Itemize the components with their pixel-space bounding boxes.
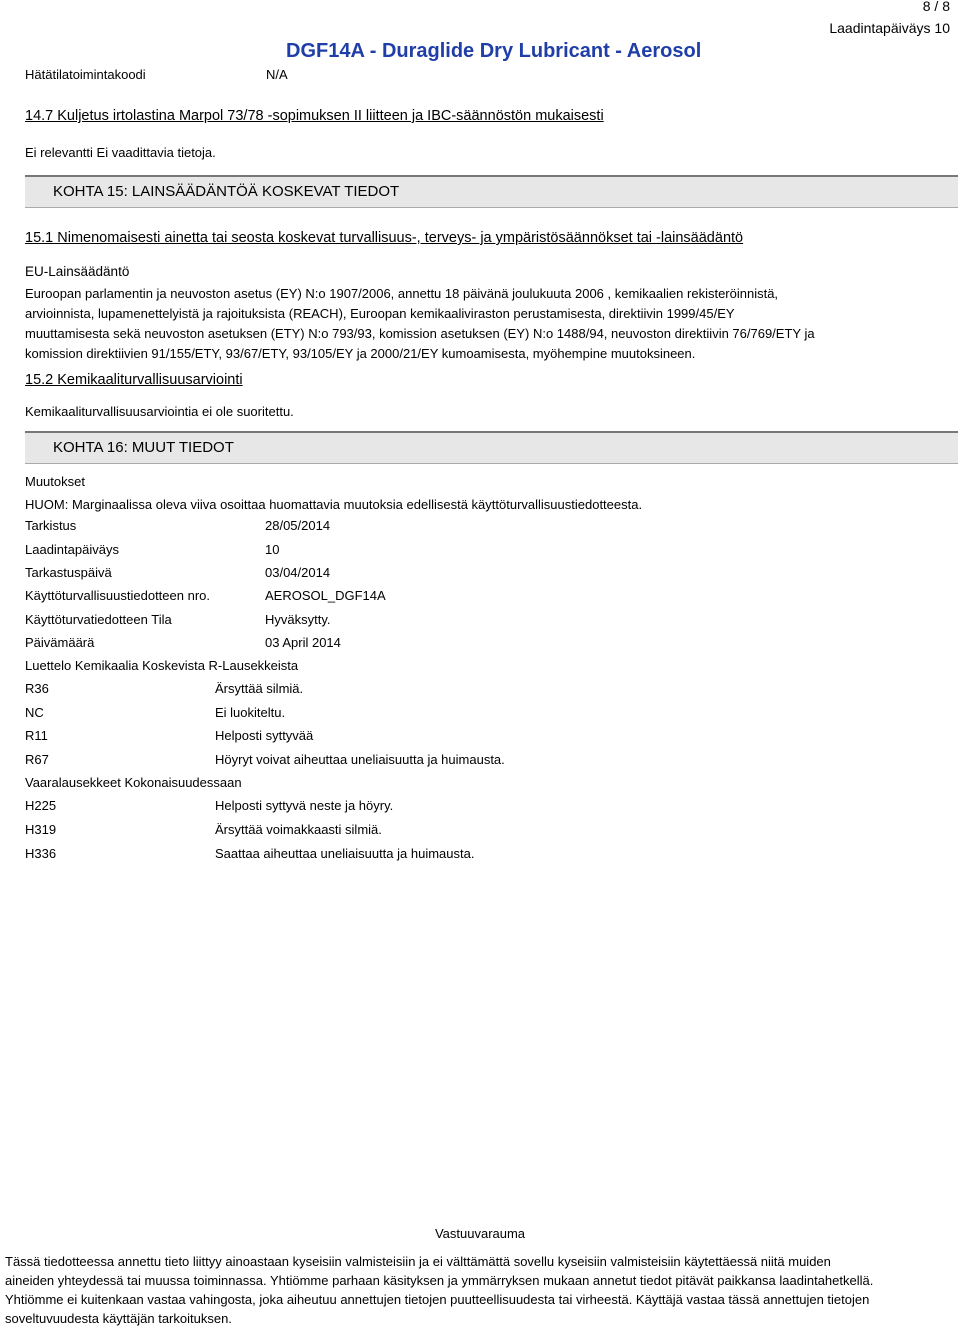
disclaimer-text <box>5 1252 955 1328</box>
eu-legislation-heading: EU-Lainsäädäntö <box>25 264 130 279</box>
r-phrase-code: R11 <box>25 728 48 743</box>
section-16-title: KOHTA 16: MUUT TIEDOT <box>53 439 234 456</box>
disclaimer-line: Tässä tiedotteessa annettu tieto liittyy ainoastaan kyseisiin valmisteisiin ja ei välttämättä sovellu kyseisiin valmisteisiin käytettäessä niitä muiden <box>5 1254 831 1269</box>
h-phrase-text: Saattaa aiheuttaa uneliaisuutta ja huimausta. <box>215 846 475 861</box>
section-15-2-heading: 15.2 Kemikaaliturvallisuusarviointi <box>25 372 243 388</box>
field-value-revision: 28/05/2014 <box>265 518 331 533</box>
field-label-version: Laadintapäiväys <box>25 542 119 557</box>
field-value-sds-status: Hyväksytty. <box>265 612 331 627</box>
h-phrase-text: Ärsyttää voimakkaasti silmiä. <box>215 822 382 837</box>
section-14-7-heading: 14.7 Kuljetus irtolastina Marpol 73/78 -sopimuksen II liitteen ja IBC-säännöstön mukaisesti <box>25 108 604 124</box>
section-15-1-heading: 15.1 Nimenomaisesti ainetta tai seosta koskevat turvallisuus-, terveys- ja ympäristösäännökset tai -lainsäädäntö <box>25 230 744 246</box>
field-label-date: Päivämäärä <box>25 635 95 650</box>
section-14-7-text: Ei relevantti Ei vaadittavia tietoja. <box>25 145 216 160</box>
section-15-title: KOHTA 15: LAINSÄÄDÄNTÖÄ KOSKEVAT TIEDOT <box>53 183 400 200</box>
h-phrase-code: H225 <box>25 798 57 813</box>
disclaimer-title: Vastuuvarauma <box>434 1226 526 1241</box>
disclaimer-line: Yhtiömme ei kuitenkaan vastaa vahingosta, joka aiheutuu annettujen tietojen puutteellisuudesta tai virheestä. Käyttäjä vastaa tässä annettujen tietojen <box>5 1292 870 1307</box>
field-label-check-date: Tarkastuspäivä <box>25 565 112 580</box>
disclaimer-line: soveltuvuudesta käyttäjän tarkoituksen. <box>5 1311 232 1326</box>
emergency-code-value: N/A <box>266 67 288 82</box>
r-phrase-code: R67 <box>25 752 49 767</box>
field-label-sds-status: Käyttöturvatiedotteen Tila <box>25 612 172 627</box>
r-phrase-text: Höyryt voivat aiheuttaa uneliaisuutta ja huimausta. <box>215 752 505 767</box>
field-label-sds-number: Käyttöturvallisuustiedotteen nro. <box>25 588 210 603</box>
eu-line: muuttamisesta sekä neuvoston asetuksen (ETY) N:o 793/93, komission asetuksen (EY) N:o 1488/94, neuvoston direktiivin 76/769/ETY ja <box>25 326 815 341</box>
eu-line: Euroopan parlamentin ja neuvoston asetus (EY) N:o 1907/2006, annettu 18 päivänä joulukuuta 2006 , kemikaalien rekisteröinnistä, <box>25 286 779 301</box>
r-phrase-code: R36 <box>25 681 49 696</box>
page-number: 8 / 8 <box>922 0 950 14</box>
h-phrases-heading: Vaaralausekkeet Kokonaisuudessaan <box>25 775 242 790</box>
eu-legislation-text <box>25 284 915 364</box>
r-phrase-text: Ärsyttää silmiä. <box>215 681 304 696</box>
field-value-version: 10 <box>265 542 280 557</box>
r-phrase-text: Helposti syttyvää <box>215 728 314 743</box>
eu-line: komission direktiivien 91/155/ETY, 93/67/ETY, 93/105/EY ja 2000/21/EY kumoamisesta, myöhempine muutoksineen. <box>25 346 696 361</box>
field-label-revision: Tarkistus <box>25 518 77 533</box>
emergency-code-label: Hätätilatoimintakoodi <box>25 67 146 82</box>
changes-text: HUOM: Marginaalissa oleva viiva osoittaa huomattavia muutoksia edellisestä käyttöturvallisuustiedotteesta. <box>25 497 643 512</box>
section-16-bar <box>25 431 958 464</box>
revision-label: Laadintapäiväys 10 <box>829 20 950 36</box>
field-value-date: 03 April 2014 <box>265 635 341 650</box>
product-title: DGF14A - Duraglide Dry Lubricant - Aerosol <box>286 40 702 62</box>
field-value-check-date: 03/04/2014 <box>265 565 331 580</box>
section-15-2-text: Kemikaaliturvallisuusarviointia ei ole suoritettu. <box>25 404 294 419</box>
r-phrase-code: NC <box>25 705 44 720</box>
eu-line: arvioinnista, lupamenettelyistä ja rajoituksista (REACH), Euroopan kemikaaliviraston perustamisesta, direktiivin 1999/45/EY <box>25 306 735 321</box>
h-phrase-text: Helposti syttyvä neste ja höyry. <box>215 798 394 813</box>
h-phrase-code: H336 <box>25 846 57 861</box>
section-15-bar <box>25 175 958 208</box>
disclaimer-line: aineiden yhteydessä tai muussa toiminnassa. Yhtiömme parhaan käsityksen ja ymmärryksen mukaan annetut tiedot pitävät paikkansa laadintahetkellä. <box>5 1273 874 1288</box>
changes-heading: Muutokset <box>25 474 85 489</box>
r-phrase-text: Ei luokiteltu. <box>215 705 286 720</box>
field-value-sds-number: AEROSOL_DGF14A <box>265 588 386 603</box>
r-phrases-heading: Luettelo Kemikaalia Koskevista R-Lausekkeista <box>25 658 299 673</box>
h-phrase-code: H319 <box>25 822 57 837</box>
